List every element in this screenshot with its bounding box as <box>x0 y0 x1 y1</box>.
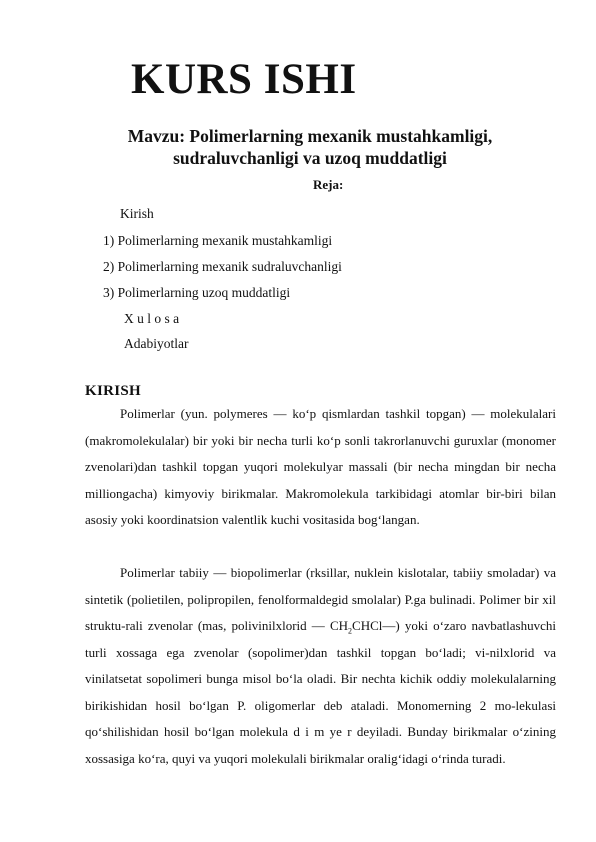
plan-item-references: Adabiyotlar <box>124 336 189 351</box>
plan-item-3: 3) Polimerlarning uzoq muddatligi <box>103 285 291 300</box>
plan-item-2: 2) Polimerlarning mexanik sudraluvchanligi <box>103 259 342 274</box>
plan-item-1: 1) Polimerlarning mexanik mustahkamligi <box>103 233 333 248</box>
subscript-2: 2 <box>348 626 353 636</box>
plan-item-intro: Kirish <box>120 206 154 221</box>
topic-heading: Mavzu: Polimerlarning mexanik mustahkamligi, sudraluvchanligi va uzoq muddatligi <box>127 126 493 168</box>
paragraph-2 <box>85 560 556 772</box>
plan-item-conclusion: X u l o s a <box>124 311 180 326</box>
paragraph-1: Polimerlar (yun. polymeres — ko‘p qismlardan tashkil topgan) — molekulalari (makromolekulalar) bir yoki bir necha turli ko‘p sonli takrorlanuvchi guruxlar (monomer zvenolari)dan tashkil topgan yuqori molekulyar massali (bir necha mingdan bir necha milliongacha) kimyoviy birikmalar. Makromolekula tarkibidagi atomlar bir-biri bilan asosiy yoki koordinatsion valentlik kuchi vositasida bog‘langan. <box>85 406 556 527</box>
paragraph-2-text-b: CHCl—) yoki o‘zaro navbatlashuvchi turli xossaga ega zvenolar (sopolimer)dan tashkil topgan bo‘ladi; vi-nilxlorid va vinilatsetat sopolimeri bunga misol bo‘la oladi. Bir nechta kichik oddiy molekulalarning birikishidan hosil bo‘lgan P. oligomerlar deb ataladi. Monomerning 2 mo-lekulasi qo‘shilishidan hosil bo‘lgan molekula d i m ye r deyiladi. Bunday birikmalar o‘zining xossasiga ko‘ra, quyi va yuqori molekulali birikmalar oralig‘idagi o‘rinda turadi. <box>85 618 556 766</box>
section-heading: KIRISH <box>85 383 141 399</box>
plan-label: Reja: <box>313 177 344 192</box>
paragraph-2-text-a: Polimerlar tabiiy — biopolimerlar (rksillar, nuklein kislotalar, tabiiy smoladar) va sintetik (polietilen, polipropilen, fenolformaldegid smolalar) P.ga bulinadi. Polimer bir xil struktu-rali zvenolar (mas, polivinilxlorid — CH <box>85 565 556 633</box>
document-title: KURS ISHI <box>131 56 357 103</box>
